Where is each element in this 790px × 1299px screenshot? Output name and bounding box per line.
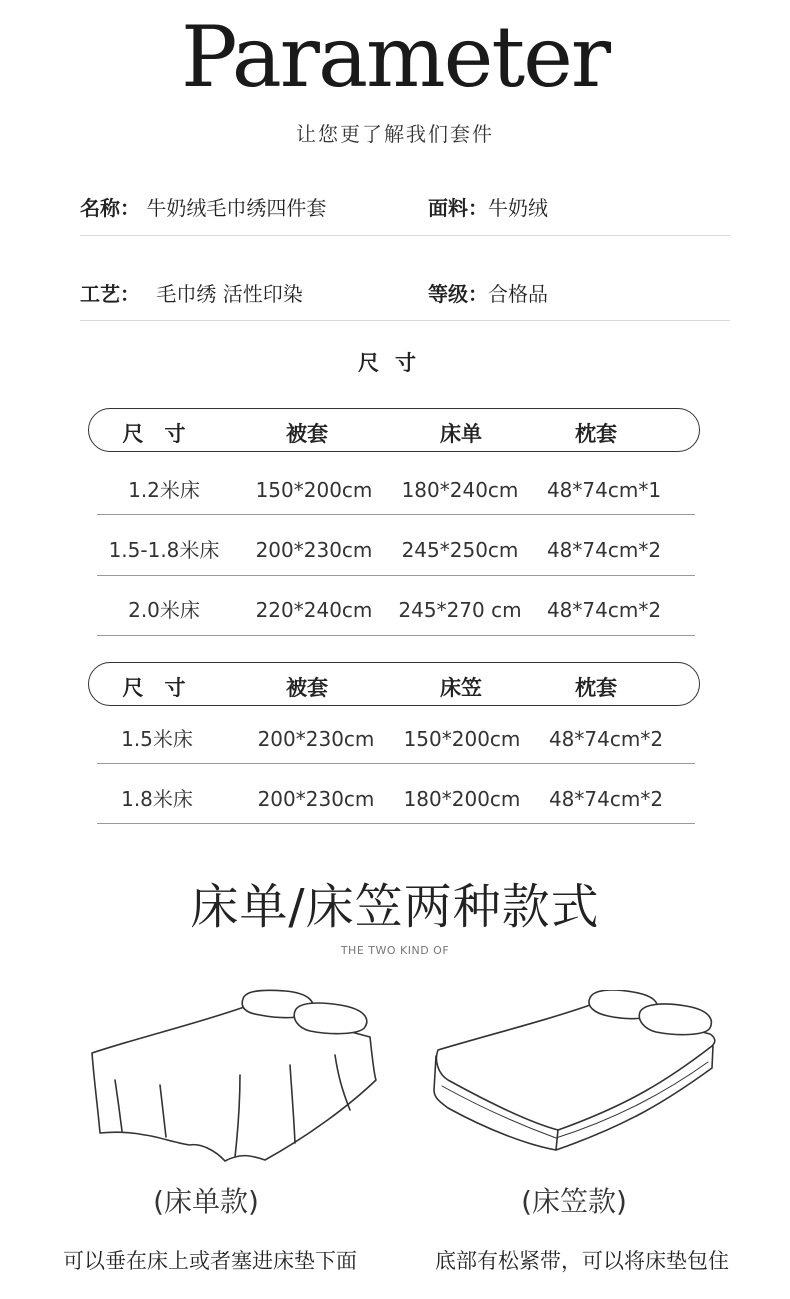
table-cell: 245*250cm (401, 538, 519, 562)
name-label: 名称： (80, 196, 140, 220)
fitted-sheet-bed-illustration (428, 990, 728, 1155)
fabric-group (428, 192, 548, 221)
table-row (97, 520, 695, 580)
size-section-title: 尺寸 (358, 351, 432, 375)
table-cell: 1.5-1.8米床 (108, 538, 220, 562)
page-subtitle: 让您更了解我们套件 (296, 122, 494, 146)
table-cell: 48*74cm*2 (548, 787, 664, 811)
table-cell: 200*230cm (255, 538, 373, 562)
table-cell: 1.2米床 (128, 478, 200, 502)
flat-sheet-bed-illustration (80, 985, 390, 1170)
fabric-label: 面料： (428, 196, 488, 220)
table-cell: 150*200cm (403, 727, 521, 751)
name-value: 牛奶绒毛巾绣四件套 (146, 196, 327, 220)
table2-header-size: 尺 寸 (122, 676, 186, 700)
table1-header (88, 408, 700, 452)
grade-value: 合格品 (488, 282, 548, 306)
row-divider (97, 514, 695, 515)
table-cell: 180*240cm (401, 478, 519, 502)
row-divider (97, 763, 695, 764)
row-divider (97, 823, 695, 824)
table-cell: 200*230cm (257, 727, 375, 751)
table-cell: 48*74cm*2 (548, 727, 664, 751)
flat-sheet-description: 可以垂在床上或者塞进床垫下面 (63, 1249, 357, 1273)
styles-title: 床单/床笠两种款式 (190, 879, 600, 935)
table-cell: 48*74cm*2 (546, 538, 662, 562)
row-divider (97, 635, 695, 636)
table-row (97, 709, 695, 769)
table1-header-size: 尺 寸 (122, 422, 186, 446)
spec-row-name-fabric (80, 192, 730, 222)
table-cell: 1.5米床 (121, 727, 193, 751)
table-cell: 1.8米床 (121, 787, 193, 811)
fitted-sheet-caption: (床笠款) (521, 1185, 627, 1218)
flat-sheet-caption: (床单款) (153, 1185, 259, 1218)
divider (80, 320, 730, 321)
table2-header (88, 662, 700, 706)
table-row (97, 580, 695, 640)
craft-value: 毛巾绣 活性印染 (156, 282, 303, 306)
table1-header-sheet: 床单 (440, 422, 482, 446)
spec-row-craft-grade (80, 278, 730, 308)
table2-header-pillowcase: 枕套 (575, 676, 617, 700)
divider (80, 235, 730, 236)
table1-header-duvet: 被套 (286, 422, 328, 446)
table-cell: 2.0米床 (128, 598, 200, 622)
row-divider (97, 575, 695, 576)
table-row (97, 769, 695, 829)
grade-group (428, 278, 548, 307)
table-cell: 245*270 cm (398, 598, 522, 622)
fabric-value: 牛奶绒 (488, 196, 548, 220)
table-cell: 48*74cm*2 (546, 598, 662, 622)
page-title: Parameter (180, 8, 610, 106)
table-cell: 220*240cm (255, 598, 373, 622)
table2-header-duvet: 被套 (286, 676, 328, 700)
table1-header-pillowcase: 枕套 (575, 422, 617, 446)
table-cell: 150*200cm (255, 478, 373, 502)
table-row (97, 460, 695, 520)
fitted-sheet-description: 底部有松紧带，可以将床垫包住 (435, 1249, 729, 1273)
table-cell: 48*74cm*1 (546, 478, 662, 502)
craft-label: 工艺： (80, 282, 140, 306)
table2-header-fitted-sheet: 床笠 (440, 676, 482, 700)
grade-label: 等级： (428, 282, 488, 306)
table-cell: 200*230cm (257, 787, 375, 811)
table-cell: 180*200cm (403, 787, 521, 811)
styles-subtitle-en: THE TWO KIND OF (340, 944, 450, 957)
